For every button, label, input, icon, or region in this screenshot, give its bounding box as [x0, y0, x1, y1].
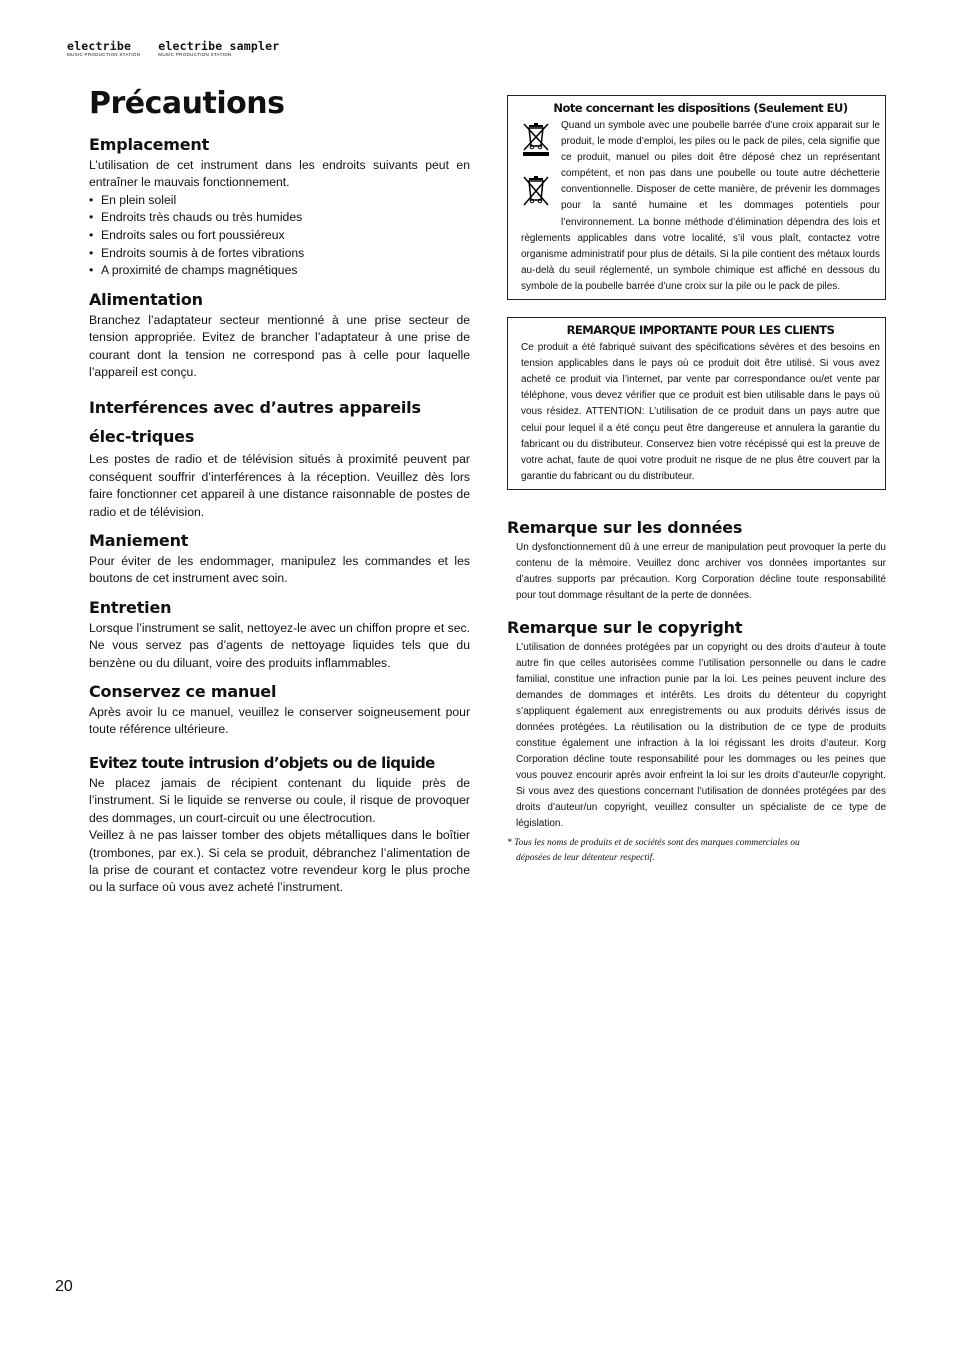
page-title: Précautions — [89, 86, 285, 121]
section-text: Après avoir lu ce manuel, veuillez le conserver soigneusement pour toute référence ultérieure. — [89, 705, 470, 737]
section-heading: Emplacement — [89, 135, 210, 154]
header-logos — [67, 40, 279, 58]
section-heading: Interférences avec d’autres appareils élec-triques — [89, 398, 421, 447]
section-heading: Entretien — [89, 597, 172, 617]
list-item: • Endroits très chauds ou très humides — [89, 209, 470, 227]
box-heading: Note concernant les dispositions (Seulement EU) — [553, 101, 848, 115]
list-item: • Endroits sales ou fort poussiéreux — [89, 227, 470, 245]
logo-text: electribe — [67, 39, 132, 53]
section-heading: Remarque sur le copyright — [507, 617, 743, 637]
logo-text: electribe sampler — [158, 39, 280, 53]
section-conservez — [89, 680, 470, 739]
section-alimentation — [89, 288, 470, 382]
box-text: Ce produit a été fabriqué suivant des spécifications sévères et des besoins en tension applicables dans le pays où ce produit doit être utilisé. Si vous avez acheté ce produit via l’internet, par vente par correspondance ou/et vente par téléphone, vous devez vérifier que ce produit est bien utilisable dans le pays où vous résidez. ATTENTION: L’utilisation de ce produit dans un pays autre que celui pour lequel il a été conçu peut être dangereuse et annulera la garantie du fabricant ou du distributeur. Conservez bien votre récépissé qui est la preuve de votre achat, faute de quoi votre produit ne risque de ne plus être couvert par la garantie du fabricant ou du distributeur. — [521, 342, 880, 482]
section-text: Un dysfonctionnement dû à une erreur de manipulation peut provoquer la perte du contenu de la mémoire. Veuillez donc archiver vos données importantes sur d’autres supports par précaution. Korg Corporation décline toute responsabilité pour tout dommage résultant de la perte de données. — [516, 541, 886, 601]
crossed-bin-with-bar-icon — [521, 122, 551, 156]
trademark-footnote — [507, 836, 886, 867]
section-copyright — [507, 616, 886, 832]
footnote-line: déposées de leur détenteur respectif. — [516, 853, 655, 864]
section-entretien — [89, 596, 470, 672]
list-item: • En plein soleil — [89, 192, 470, 210]
list-item: • A proximité de champs magnétiques — [89, 262, 470, 280]
disposal-icons — [521, 118, 561, 224]
left-column — [89, 133, 470, 905]
page-number: 20 — [55, 1278, 73, 1295]
electribe-sampler-logo — [158, 40, 279, 58]
section-text: L’utilisation de données protégées par un copyright ou des droits d’auteur à toute autre fin que celles autorisées comme l’utilisation personnelle ou dans le cadre familial, constitue une infraction punie par la loi. Les peines peuvent inclure des demandes de dommages et intérêts. Les droits du détenteur du copyright s’appliquent également aux enregistrements ou aux produits dérivés issus de données protégées. La réutilisation ou la distribution de ce type de produits constitue également une infraction à la loi régissant les droits d’auteur. Korg Corporation décline toute responsabilité pour les dommages ou les peines que vous pouvez encourir après avoir enfreint la loi sur les droits d’auteur/le copyright. Si vous avez des questions concernant l’utilisation de données protégées par des droits d’auteur/un copyright, veuillez consulter un spécialiste de ce type de législation. — [516, 641, 886, 829]
section-text: Veillez à ne pas laisser tomber des objets métalliques dans le boîtier (trombones, par ex.). Si cela se produit, débranchez l’alimentation de la prise de courant et contactez votre revendeur korg le plus proche ou la surface où vous avez acheté l’instrument. — [89, 828, 470, 895]
section-heading: Remarque sur les données — [507, 517, 743, 537]
box-text: Quand un symbole avec une poubelle barrée d’une croix apparait sur le produit, le mode d’emploi, les piles ou le pack de piles, cela signifie que ce produit, manuel ou piles doit être déposé chez un représentant compétent, et non pas dans une poubelle ou toute autre déchetterie conventionnelle. Disposer de cette manière, de prévenir les dommages pour la santé humaine et les dommages potentiels pour l’environnement. La bonne méthode d’élimination dépendra des lois et règlements applicables dans votre localité, s’il vous plaît, contactez votre organisme administratif pour plus de détails. Si la pile contient des métaux lourds au-delà du seuil réglementé, un symbole chimique est affiché en dessous du symbole de la poubelle barrée d’une croix sur la pile ou le pack de piles. — [521, 120, 880, 292]
crossed-bin-icon — [521, 173, 551, 207]
customer-notice — [507, 317, 886, 490]
section-interferences — [89, 393, 470, 521]
section-text: Lorsque l’instrument se salit, nettoyez-le avec un chiffon propre et sec. Ne vous servez pas d’agents de nettoyage liquides tels que du benzène ou du diluant, voire des produits inflammables. — [89, 620, 470, 670]
section-evitez — [89, 751, 470, 897]
section-text: Branchez l’adaptateur secteur mentionné à une prise secteur de tension appropriée. Evitez de brancher l’adaptateur à une prise de courant dont la tension ne correspond pas à celle pour laquelle l’appareil est conçu. — [89, 312, 470, 379]
section-heading: Conservez ce manuel — [89, 682, 277, 702]
logo-subtext: MUSIC PRODUCTION STATION — [67, 52, 141, 57]
footnote-line: * Tous les noms de produits et de sociétés sont des marques commerciales ou — [507, 837, 800, 848]
section-heading: Alimentation — [89, 289, 203, 309]
section-emplacement — [89, 133, 470, 280]
section-text: Pour éviter de les endommager, manipulez les commandes et les boutons de cet instrument avec soin. — [89, 554, 470, 586]
section-heading: Maniement — [89, 531, 189, 551]
right-column — [507, 95, 886, 867]
box-heading: REMARQUE IMPORTANTE POUR LES CLIENTS — [566, 323, 835, 338]
logo-subtext: MUSIC PRODUCTION STATION — [158, 52, 232, 57]
electribe-logo — [67, 40, 140, 58]
section-text: Les postes de radio et de télévision situés à proximité peuvent par conséquent souffrir d’interférences à la réception. Veuillez dès lors faire fonctionner cet appareil à une distance raisonnable de postes de radio et de télévision. — [89, 452, 470, 519]
section-heading: Evitez toute intrusion d’objets ou de liquide — [89, 753, 435, 772]
section-donnees — [507, 516, 886, 604]
section-maniement — [89, 529, 470, 588]
list-item: • Endroits soumis à de fortes vibrations — [89, 245, 470, 263]
section-text: Ne placez jamais de récipient contenant du liquide près de l’instrument. Si le liquide se renverse ou coule, il risque de provoquer des dommages, un court-circuit ou une électrocution. — [89, 775, 470, 825]
eu-disposal-notice — [507, 95, 886, 300]
location-list — [89, 192, 470, 280]
section-text: L’utilisation de cet instrument dans les endroits suivants peut en entraîner le mauvais fonctionnement. — [89, 158, 470, 190]
